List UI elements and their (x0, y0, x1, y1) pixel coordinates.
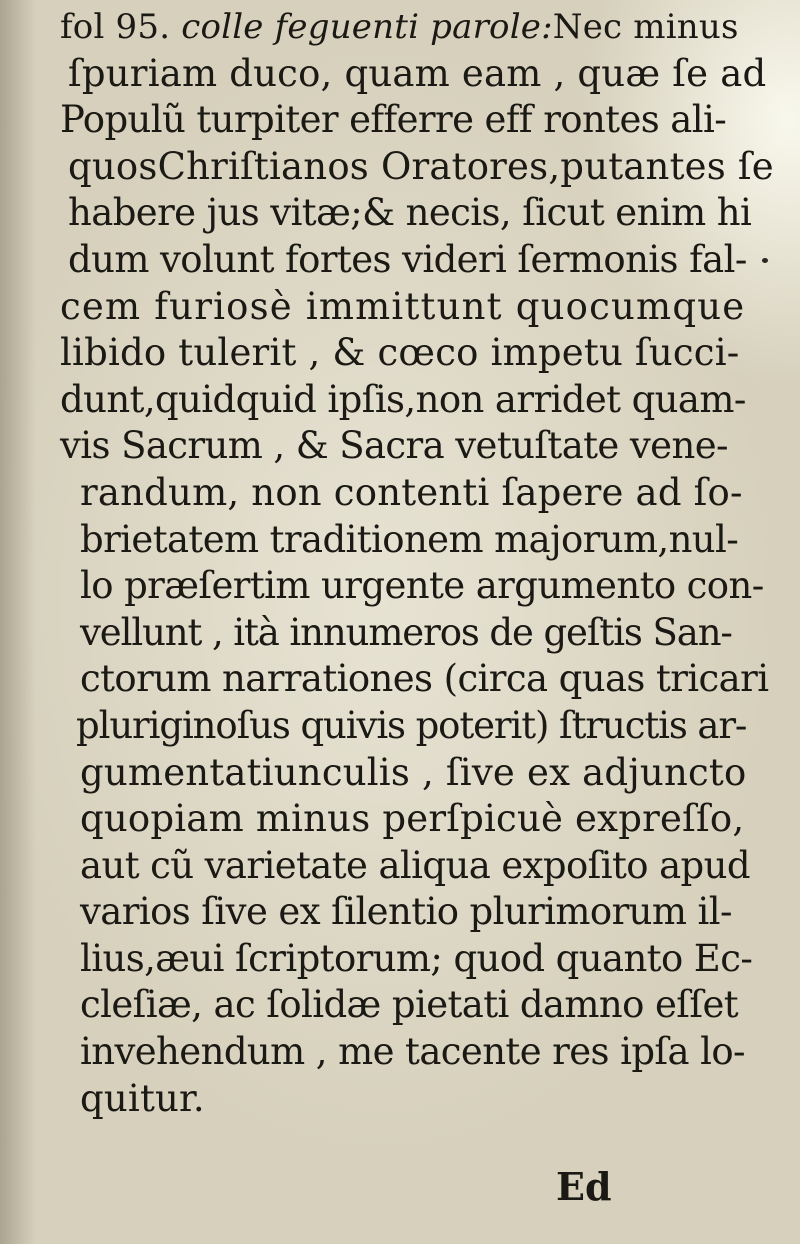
text-line-5: dum volunt fortes videri ſermonis fal- (68, 237, 747, 281)
text-line-22: invehendum , me tacente res ipſa lo- (80, 1030, 745, 1074)
catchword: Ed (556, 1164, 612, 1209)
folio-reference: fol 95. (60, 7, 171, 47)
text-line-23: quitur. (80, 1076, 205, 1120)
text-line-13: vellunt , ità innumeros de geſtis San- (80, 610, 732, 654)
header-line (52, 4, 772, 51)
text-line-6: cem furiosè immittunt quocumque (60, 284, 746, 328)
text-line-1: ſpuriam duco, quam eam , quæ ſe ad (68, 51, 767, 95)
text-line-18: aut cũ varietate aliqua expoſito apud (80, 843, 750, 887)
text-line-4: habere jus vitæ;& necis, ſicut enim hi (68, 191, 752, 235)
header-italic-phrase: colle feguenti parole: (181, 7, 553, 47)
text-line-9: vis Sacrum , & Sacra vetuſtate vene- (60, 424, 728, 468)
header-line-rest: Nec minus (552, 7, 739, 47)
text-line-19: varios ſive ex ſilentio plurimorum il- (80, 890, 732, 934)
text-line-17: quopiam minus perſpicuè expreſſo, (80, 797, 745, 841)
text-line-11: brietatem traditionem majorum,nul- (80, 517, 739, 561)
text-line-14: ctorum narrationes (circa quas tricari (80, 657, 769, 701)
text-line-12: lo præſertim urgente argumento con- (80, 564, 764, 608)
text-line-15: pluriginoſus quivis poterit) ſtructis ar- (76, 703, 747, 747)
binding-gutter-shadow (0, 0, 36, 1244)
page-text (52, 4, 772, 1122)
text-line-16: gumentatiunculis , ſive ex adjuncto (80, 750, 747, 794)
text-line-3: quosChriſtianos Oratores,putantes ſe (68, 144, 774, 188)
text-line-2: Populũ turpiter efferre eff rontes ali- (60, 98, 727, 142)
text-line-21: cleſiæ, ac ſolidæ pietati damno eſſet (80, 983, 739, 1027)
text-line-8: dunt,quidquid ipſis,non arridet quam- (60, 377, 746, 421)
text-line-7: libido tulerit , & cœco impetu ſucci- (60, 331, 740, 375)
text-line-10: randum, non contenti ſapere ad ſo- (80, 470, 743, 514)
text-line-20: lius,æui ſcriptorum; quod quanto Ec- (80, 936, 753, 980)
